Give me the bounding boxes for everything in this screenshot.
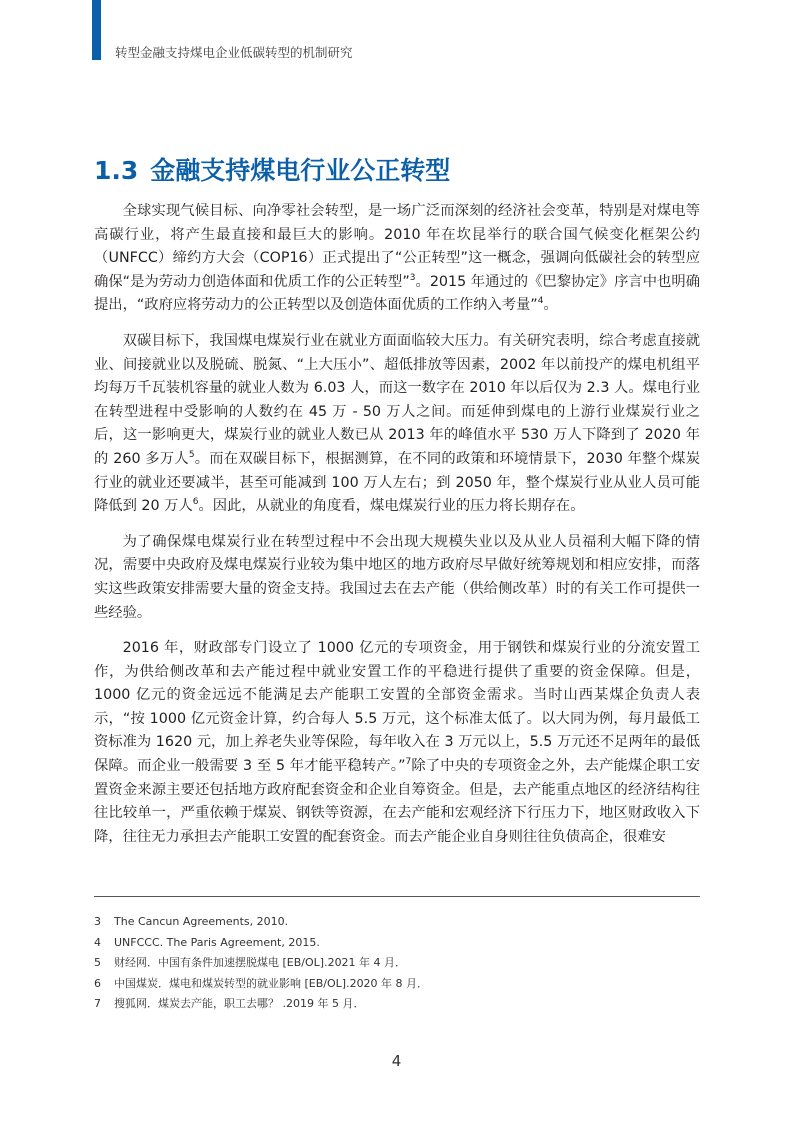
paragraph-text: 全球实现气候目标、向净零社会转型，是一场广泛而深刻的经济社会变革，特别是对煤电等高碳行业，将产生最直接和最巨大的影响。2010 年在坎昆举行的联合国气候变化框架公约（UNFCC）缔约方大会（COP16）正式提出了“公正转型”这一概念，强调向低碳社会的转型应确保“是为劳动力创造体面和优质工作的公正转型”: [94, 203, 700, 290]
footnote-ref: 5: [188, 450, 195, 461]
footnote: [94, 974, 700, 995]
section-title-text: 金融支持煤电行业公正转型: [150, 156, 451, 185]
paragraph-text: 。因此，从就业的角度看，煤电煤炭行业的压力将长期存在。: [198, 498, 585, 515]
footnote: [94, 953, 700, 974]
paragraph-text: 双碳目标下，我国煤电煤炭行业在就业方面面临较大压力。有关研究表明，综合考虑直接就业、间接就业以及脱硫、脱氮、“上大压小”、超低排放等因素，2002 年以前投产的煤电机组平均每万千瓦装机容量的就业人数为 6.03 人，而这一数字在 2010 年以后仅为 2.3 人。煤电行业在转型进程中受影响的人数约在 45 万 - 50 万人之间。而延伸到煤电的上游行业煤炭行业之后，这一影响更大，煤炭行业的就业人数已从 2013 年的峰值水平 530 万人下降到了 2020 年的 260 多万人: [94, 332, 700, 467]
footnote-number: 6: [94, 976, 101, 990]
footnote: [94, 933, 700, 954]
footnote: [94, 912, 700, 933]
paragraph: [94, 200, 700, 318]
section-number: 1.3: [94, 156, 139, 185]
paragraph-text: 2016 年，财政部专门设立了 1000 亿元的专项资金，用于钢铁和煤炭行业的分流安置工作，为供给侧改革和去产能过程中就业安置工作的平稳进行提供了重要的资金保障。但是，1000 亿元的资金远远不能满足去产能职工安置的全部资金需求。当时山西某煤企负责人表示，“按 1000 亿元资金计算，约合每人 5.5 万元，这个标准太低了。以大同为例，每月最低工资标准为 1620 元，加上养老失业等保险，每年收入在 3 万元以上，5.5 万元还不足两年的最低保障。而企业一般需要 3 至 5 年才能平稳转产。”: [94, 640, 700, 775]
header-accent-bar: [92, 0, 101, 60]
footnote-text: 中国煤炭．煤电和煤炭转型的就业影响 [EB/OL].2020 年 8 月．: [114, 976, 429, 990]
paragraph-text: 为了确保煤电煤炭行业在转型过程中不会出现大规模失业以及从业人员福利大幅下降的情况，需要中央政府及煤电煤炭行业较为集中地区的地方政府尽早做好统筹规划和相应安排，而落实这些政策安排需要大量的资金支持。我国过去在去产能（供给侧改革）时的有关工作可提供一些经验。: [94, 533, 700, 621]
paragraph-text: 。而在双碳目标下，根据测算，在不同的政策和环境情景下，2030 年整个煤炭行业的就业还要减半，甚至可能减到 100 万人左右；到 2050 年，整个煤炭行业从业人员可能降低到 20 万人: [94, 450, 700, 515]
paragraph-text: 。: [543, 297, 558, 314]
footnote-text: The Cancun Agreements, 2010.: [114, 915, 289, 928]
footnote-text: 搜狐网．煤炭去产能，职工去哪？ .2019 年 5 月．: [114, 997, 365, 1010]
footnote-text: 财经网．中国有条件加速摆脱煤电 [EB/OL].2021 年 4 月．: [114, 956, 407, 969]
paragraph: [94, 637, 700, 849]
footnote-divider: [94, 896, 700, 897]
page-number: 4: [391, 1052, 402, 1070]
footnote: [94, 994, 700, 1015]
paragraph: [94, 330, 700, 519]
footnote-ref: 3: [409, 273, 416, 284]
running-head: 转型金融支持煤电企业低碳转型的机制研究: [115, 45, 353, 60]
footnote-ref: 7: [405, 757, 412, 768]
footnote-number: 7: [94, 997, 101, 1010]
paragraph: [94, 531, 700, 625]
paragraph-text: 除了中央的专项资金之外，去产能煤企职工安置资金来源主要还包括地方政府配套资金和企业自筹资金。但是，去产能重点地区的经济结构往往比较单一，严重依赖于煤炭、钢铁等资源，在去产能和宏观经济下行压力下，地区财政收入下降，往往无力承担去产能职工安置的配套资金。而去产能企业自身则往往负债高企，很难安: [94, 758, 700, 845]
section-title: [94, 151, 450, 187]
paragraph-text: 。2015 年通过的《巴黎协定》序言中也明确提出，“政府应将劳动力的公正转型以及创造体面优质的工作纳入考量”: [94, 273, 700, 314]
footnote-text: UNFCCC. The Paris Agreement, 2015.: [114, 935, 320, 949]
footnote-number: 4: [94, 935, 101, 949]
body-text: [94, 200, 700, 861]
footnotes: [94, 912, 700, 1015]
footnote-ref: 4: [537, 296, 544, 307]
footnote-ref: 6: [192, 497, 199, 508]
footnote-number: 5: [94, 956, 101, 969]
footnote-number: 3: [94, 915, 101, 928]
